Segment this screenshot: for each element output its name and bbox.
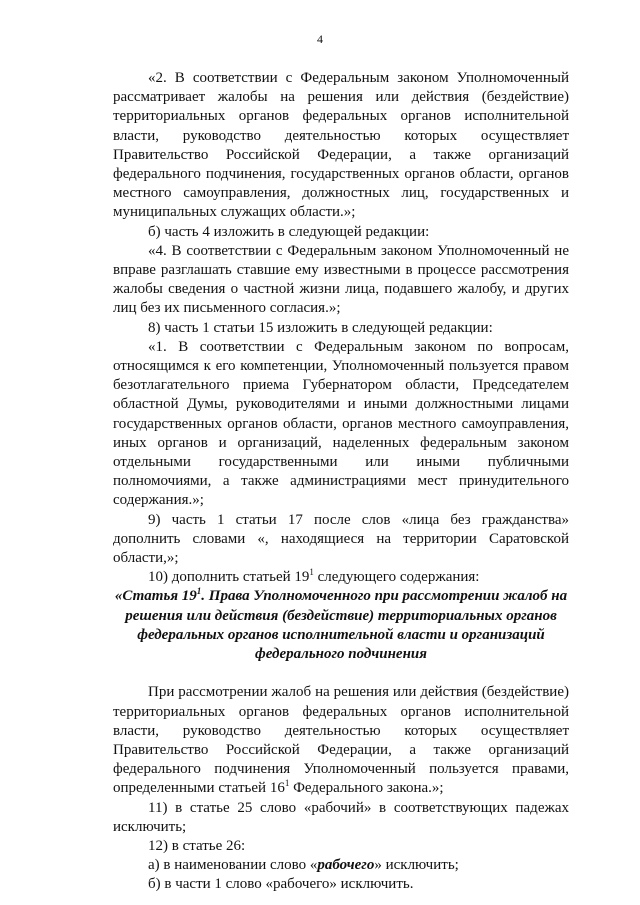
page-number: 4 bbox=[317, 32, 323, 46]
paragraph-item-b-part-4: б) часть 4 изложить в следующей редакции: bbox=[148, 223, 430, 240]
paragraph-clause-2-text: «2. В соответствии с Федеральным законом Уполномоченный рассматривает жалобы на решения или действия (бездействие) территориальных органов федеральных органов исполнительной власти, руководство деятельностью которых осуществляет Правительство Российской Федерации, а также организаций федерального подчинения, государственных органов области, органов местного самоуправления, должностных лиц, государственных и муниципальных служащих области.»; bbox=[113, 70, 569, 221]
article-body-text-after: Федерального закона.»; bbox=[289, 780, 444, 797]
item-a-text-after: » исключить; bbox=[374, 857, 459, 874]
heading-text-before: «Статья 19 bbox=[114, 588, 197, 605]
paragraph-item-12: 12) в статье 26: bbox=[148, 837, 246, 854]
document-body bbox=[113, 69, 569, 895]
paragraph-item-8: 8) часть 1 статьи 15 изложить в следующей редакции: bbox=[148, 319, 493, 336]
article-body-superscript: 1 bbox=[284, 778, 290, 789]
paragraph-item-9: 9) часть 1 статьи 17 после слов «лица без гражданства» дополнить словами «, находящиеся на территории Саратовской области,»; bbox=[113, 511, 569, 567]
heading-superscript: 1 bbox=[196, 586, 202, 597]
item-a-text-before: а) в наименовании слово « bbox=[148, 857, 318, 874]
paragraph-article-19-1-body bbox=[113, 683, 569, 798]
paragraph-item-10 bbox=[113, 568, 569, 587]
blank-line bbox=[113, 664, 569, 683]
article-19-1-heading bbox=[113, 587, 569, 664]
article-body-text-before: При рассмотрении жалоб на решения или действия (бездействие) территориальных органов федеральных органов исполнительной власти, руководство деятельностью которых осуществляет Правительство Российской Федерации, а также организаций федерального подчинения Уполномоченный пользуется правами, определенными статьей 16 bbox=[113, 684, 569, 797]
paragraph-clause-1-text: «1. В соответствии с Федеральным законом по вопросам, относящимся к его компетенции, Уполномоченный пользуется правом безотлагательного приема Губернатором области, Председателем областной Думы, руководителями и иными должностными лицами государственных органов области, органов местного самоуправления, иных органов и организаций, наделенных федеральным законом отдельными государственными или иными публичными полномочиями, а также администрациями мест принудительного содержания.»; bbox=[113, 338, 569, 509]
paragraph-item-a bbox=[113, 856, 569, 875]
paragraph-clause-4-text: «4. В соответствии с Федеральным законом Уполномоченный не вправе разглашать ставшие ему известными в процессе рассмотрения жалобы сведения о частной жизни лица, подавшего жалобу, и других лиц без их письменного согласия.»; bbox=[113, 242, 569, 317]
heading-text-after: . Права Уполномоченного при рассмотрении жалоб на решения или действия (бездействие) территориальных органов федеральных органов исполнительной власти и организаций федерального подчинения bbox=[125, 588, 568, 663]
paragraph-item-b-part-1: б) в части 1 слово «рабочего» исключить. bbox=[148, 876, 414, 893]
paragraph-item-11: 11) в статье 25 слово «рабочий» в соответствующих падежах исключить; bbox=[113, 799, 569, 835]
item-a-emphasized-word: рабочего bbox=[317, 857, 375, 874]
item-10-superscript: 1 bbox=[309, 567, 314, 578]
item-10-text-before: 10) дополнить статьей 19 bbox=[148, 569, 310, 586]
item-10-text-after: следующего содержания: bbox=[313, 569, 480, 586]
